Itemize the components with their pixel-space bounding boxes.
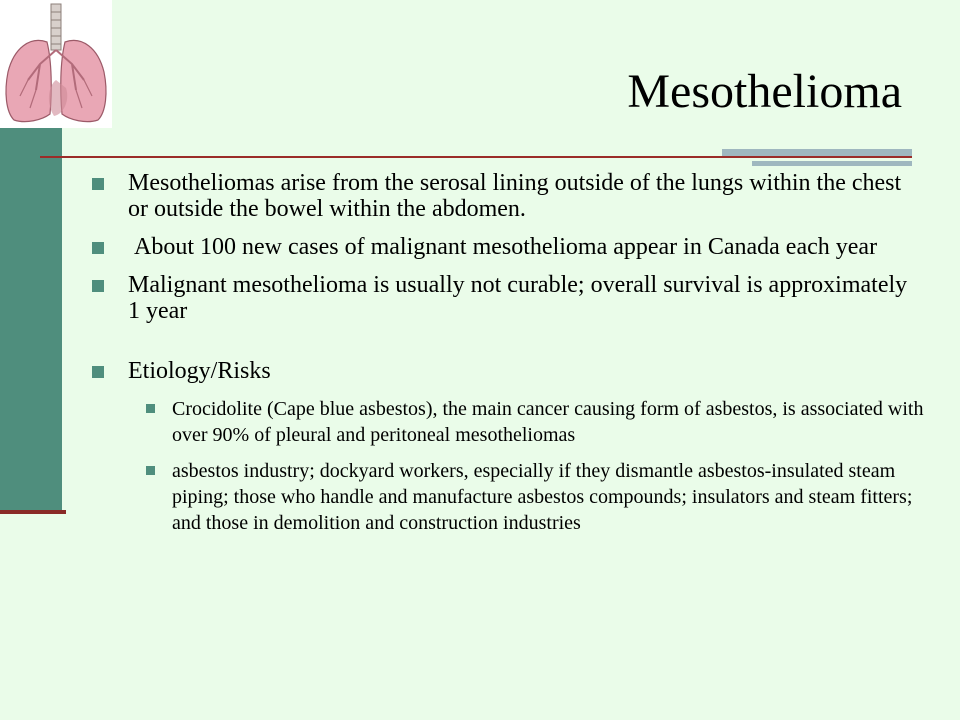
square-bullet-icon: [146, 404, 155, 413]
square-bullet-icon: [92, 178, 104, 190]
bullet-text: Malignant mesothelioma is usually not curable; overall survival is approximately 1 year: [128, 272, 908, 324]
square-bullet-icon: [92, 242, 104, 254]
bullet-serosal-lining: [92, 170, 922, 222]
subbullet-crocidolite: [146, 396, 932, 448]
bullet-new-cases: [92, 234, 922, 260]
subbullet-text: Crocidolite (Cape blue asbestos), the main cancer causing form of asbestos, is associated with over 90% of pleural and peritoneal mesotheliomas: [172, 398, 924, 446]
subbullet-industries: [146, 458, 932, 536]
square-bullet-icon: [92, 366, 104, 378]
title-divider-gray-top: [722, 149, 912, 156]
bullet-etiology: [92, 358, 922, 384]
square-bullet-icon: [92, 280, 104, 292]
bullet-text: Mesotheliomas arise from the serosal lining outside of the lungs within the chest or outside the bowel within the abdomen.: [128, 170, 902, 222]
square-bullet-icon: [146, 466, 155, 475]
left-accent-bar: [0, 128, 62, 512]
subbullet-text: asbestos industry; dockyard workers, especially if they dismantle asbestos-insulated steam piping; those who handle and manufacture asbestos compounds; insulators and steam fitters; and those in demolition and construction industries: [172, 460, 913, 534]
title-divider-gray-bottom: [752, 161, 912, 166]
lungs-illustration-icon: [0, 0, 112, 128]
bullet-text: About 100 new cases of malignant mesothelioma appear in Canada each year: [128, 234, 878, 260]
bullet-text: Etiology/Risks: [128, 358, 271, 384]
slide-body: [92, 170, 922, 546]
slide-title: Mesothelioma: [627, 65, 902, 118]
bullet-survival: [92, 272, 922, 324]
left-accent-bar-edge: [0, 510, 66, 514]
title-divider-red: [40, 156, 912, 158]
